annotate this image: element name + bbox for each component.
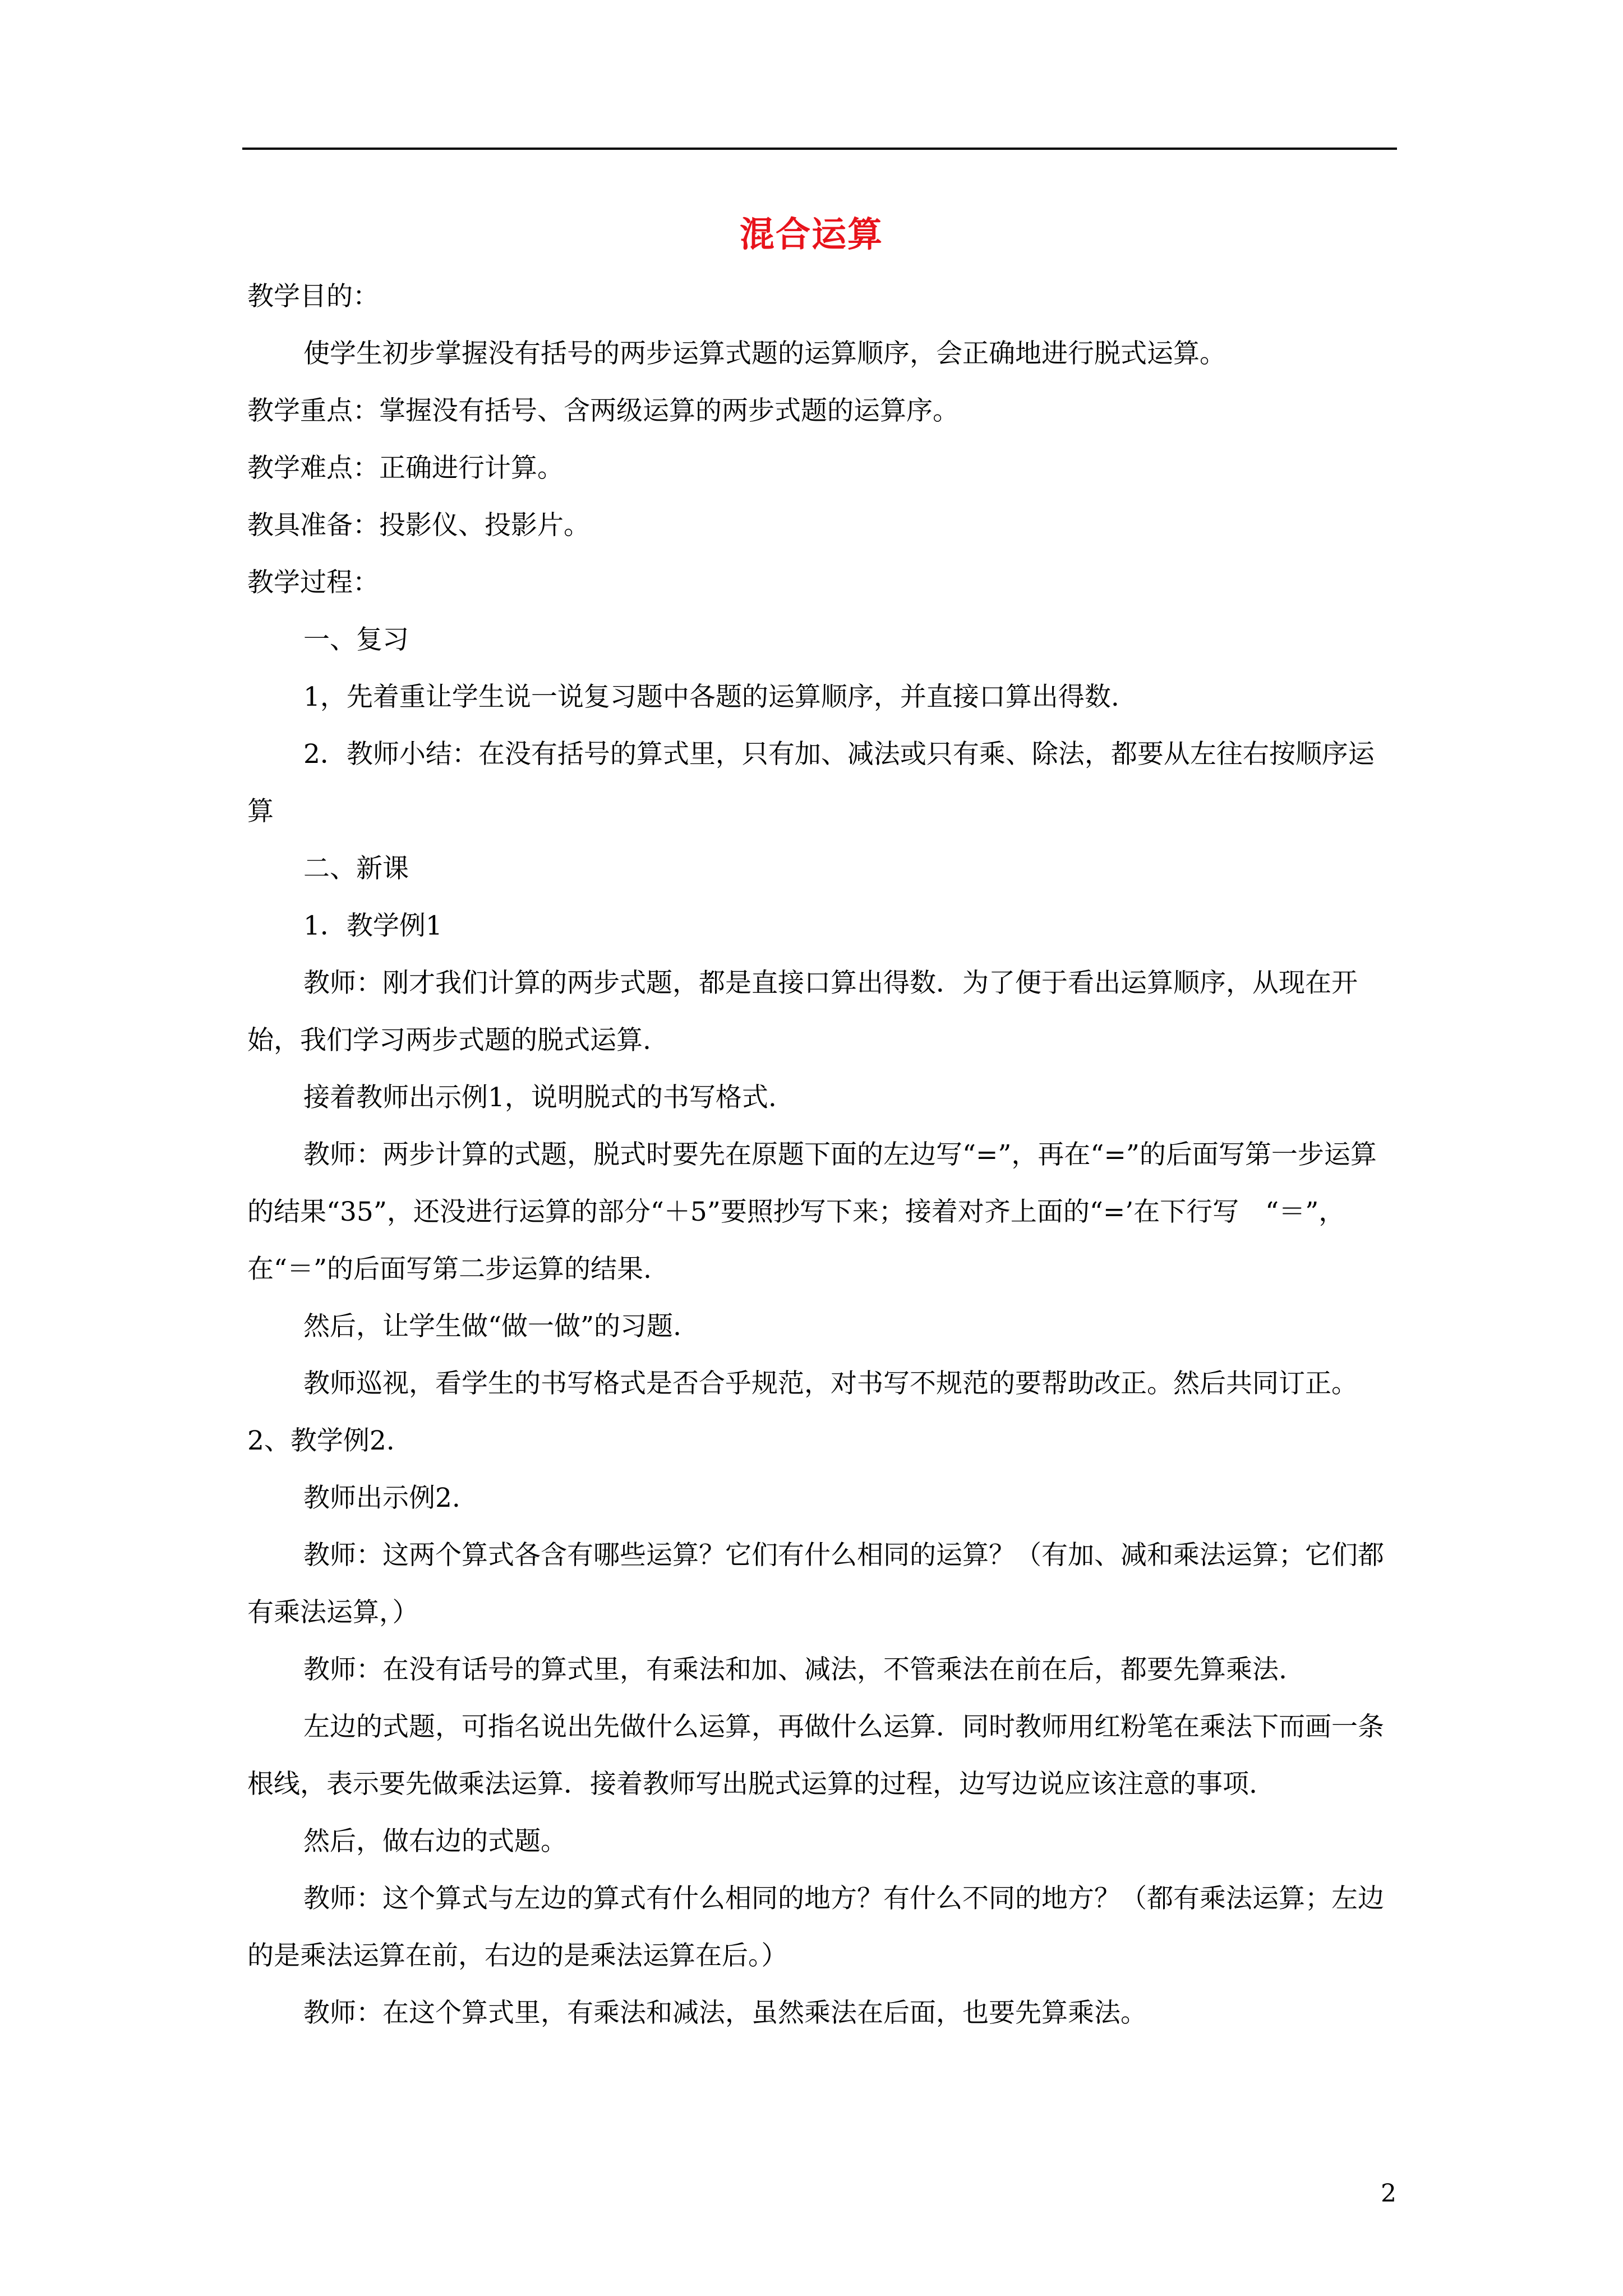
paragraph: 然后，做右边的式题。: [303, 1826, 567, 1857]
document-body: [247, 268, 1397, 2042]
section-review-heading: 一、复习: [303, 624, 409, 655]
paragraph: 接着教师出示例1，说明脱式的书写格式.: [303, 1082, 777, 1113]
paragraph: 教师：刚才我们计算的两步式题，都是直接口算出得数．为了便于看出运算顺序，从现在开始，我们学习两步式题的脱式运算.: [247, 968, 1358, 1056]
paragraph: 教师：在这个算式里，有乘法和减法，虽然乘法在后面，也要先算乘法。: [303, 1998, 1147, 2028]
example-1-heading: 1．教学例1: [303, 910, 442, 941]
objectives-heading: 教学目的：: [247, 281, 379, 312]
paragraph: 教师：两步计算的式题，脱式时要先在原题下面的左边写“=”，再在“=”的后面写第一步运算的结果“35”，还没进行运算的部分“＋5”要照抄写下来；接着对齐上面的“=’在下行写 “＝”，在“＝”的后面写第二步运算的结果.: [247, 1139, 1377, 1285]
paragraph: 2．教师小结：在没有括号的算式里，只有加、减法或只有乘、除法，都要从左往右按顺序运算: [247, 739, 1375, 827]
teaching-aids: 教具准备：投影仪、投影片。: [247, 510, 590, 541]
difficult-points: 教学难点：正确进行计算。: [247, 453, 564, 484]
paragraph: 教师出示例2.: [303, 1483, 460, 1513]
paragraph: 左边的式题，可指名说出先做什么运算，再做什么运算．同时教师用红粉笔在乘法下而画一条根线，表示要先做乘法运算．接着教师写出脱式运算的过程，边写边说应该注意的事项.: [247, 1711, 1384, 1800]
page-number: 2: [1381, 2179, 1396, 2208]
paragraph: 教师：这两个算式各含有哪些运算？它们有什么相同的运算？（有加、减和乘法运算；它们都有乘法运算，）: [247, 1540, 1384, 1628]
section-new-lesson-heading: 二、新课: [303, 853, 409, 884]
header-rule: [242, 148, 1397, 150]
paragraph: 1，先着重让学生说一说复习题中各题的运算顺序，并直接口算出得数.: [303, 682, 1119, 712]
paragraph: 教师：在没有话号的算式里，有乘法和加、减法，不管乘法在前在后，都要先算乘法.: [303, 1654, 1287, 1685]
objectives-text: 使学生初步掌握没有括号的两步运算式题的运算顺序，会正确地进行脱式运算。: [303, 338, 1226, 369]
paragraph: 教师巡视，看学生的书写格式是否合乎规范，对书写不规范的要帮助改正。然后共同订正。2、教学例2.: [247, 1368, 1358, 1456]
paragraph: 教师：这个算式与左边的算式有什么相同的地方？有什么不同的地方？（都有乘法运算；左边的是乘法运算在前，右边的是乘法运算在后。）: [247, 1883, 1384, 1971]
process-heading: 教学过程：: [247, 567, 379, 598]
page-title: 混合运算: [739, 214, 883, 255]
paragraph: 然后，让学生做“做一做”的习题.: [303, 1311, 681, 1342]
key-points: 教学重点：掌握没有括号、含两级运算的两步式题的运算序。: [247, 395, 959, 426]
